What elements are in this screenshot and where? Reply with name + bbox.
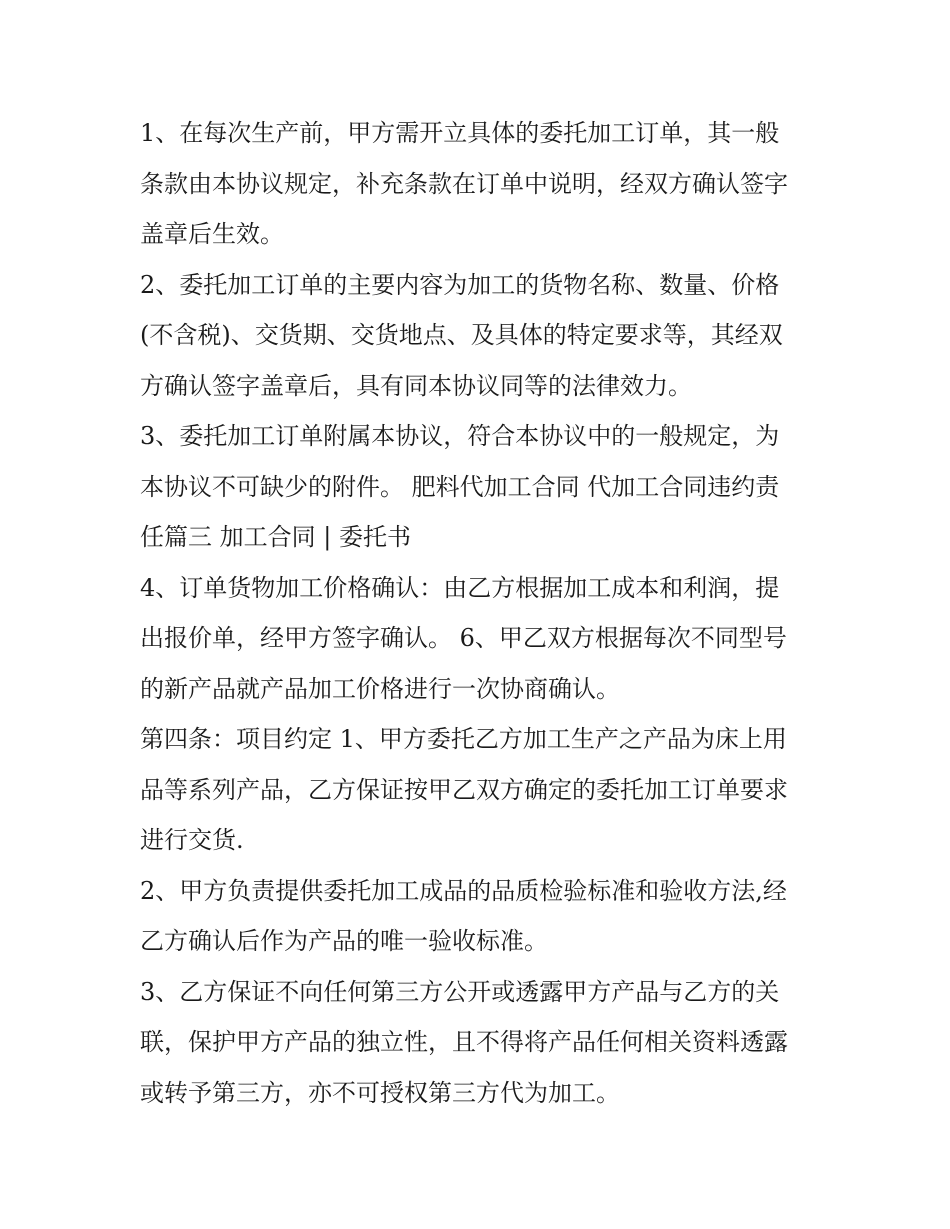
text-line: 2、甲方负责提供委托加工成品的品质检验标准和验收方法,经 <box>140 876 787 905</box>
text-line: (不含税)、交货期、交货地点、及具体的特定要求等，其经双 <box>140 321 783 349</box>
text-line: 本协议不可缺少的附件。 肥料代加工合同 代加工合同违约责 <box>140 472 780 501</box>
text-line: 4、订单货物加工价格确认：由乙方根据加工成本和利润，提 <box>140 573 780 602</box>
paragraph-article-4-item-2 <box>140 866 820 967</box>
paragraph-clause-1 <box>140 108 820 260</box>
paragraph-article-4-item-3 <box>140 967 820 1119</box>
text-line: 的新产品就产品加工价格进行一次协商确认。 <box>140 674 620 703</box>
text-line: 条款由本协议规定，补充条款在订单中说明，经双方确认签字 <box>140 169 788 198</box>
text-line: 乙方确认后作为产品的唯一验收标准。 <box>140 927 548 955</box>
paragraph-clause-2 <box>140 260 820 412</box>
text-line: 出报价单，经甲方签字确认。 6、甲乙双方根据每次不同型号 <box>140 624 787 652</box>
paragraph-clause-4 <box>140 563 820 715</box>
text-line: 任篇三 加工合同 | 委托书 <box>140 523 411 551</box>
document-page <box>140 108 820 1118</box>
text-line: 1、在每次生产前，甲方需开立具体的委托加工订单，其一般 <box>140 119 780 147</box>
text-line: 3、委托加工订单附属本协议，符合本协议中的一般规定，为 <box>140 422 780 450</box>
text-line: 品等系列产品，乙方保证按甲乙双方确定的委托加工订单要求 <box>140 775 788 804</box>
text-line: 方确认签字盖章后，具有同本协议同等的法律效力。 <box>140 371 692 400</box>
text-line: 第四条：项目约定 1、甲方委托乙方加工生产之产品为床上用 <box>140 725 787 753</box>
text-line: 3、乙方保证不向任何第三方公开或透露甲方产品与乙方的关 <box>140 977 780 1006</box>
text-line: 进行交货. <box>140 826 244 854</box>
text-line: 2、委托加工订单的主要内容为加工的货物名称、数量、价格 <box>140 270 780 299</box>
paragraph-article-4 <box>140 714 820 866</box>
text-line: 或转予第三方，亦不可授权第三方代为加工。 <box>140 1078 620 1107</box>
paragraph-clause-3 <box>140 411 820 563</box>
text-line: 联，保护甲方产品的独立性，且不得将产品任何相关资料透露 <box>140 1028 788 1056</box>
text-line: 盖章后生效。 <box>140 220 284 248</box>
